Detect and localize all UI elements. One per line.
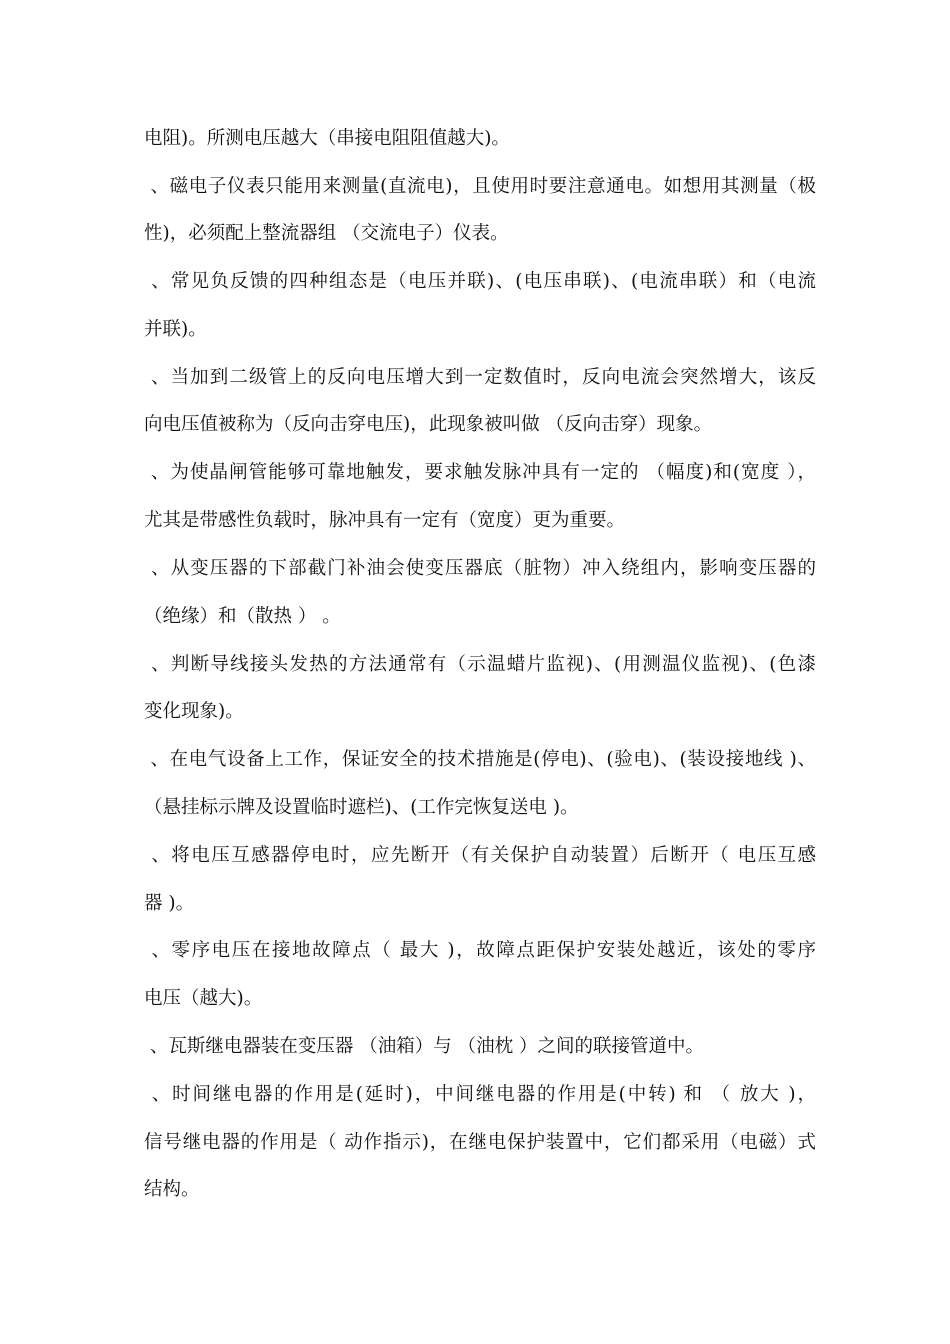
text-line: 信号继电器的作用是（ 动作指示)，在继电保护装置中，它们都采用（电磁）式: [144, 1132, 816, 1153]
text-line: 、将电压互感器停电时，应先断开（有关保护自动装置）后断开（ 电压互感: [144, 845, 816, 866]
text-line: 并联)。: [144, 319, 207, 340]
text-line: 、当加到二级管上的反向电压增大到一定数值时，反向电流会突然增大，该反: [144, 367, 816, 388]
text-line: 、时间继电器的作用是(延时)，中间继电器的作用是(中转) 和 （ 放大 )，: [144, 1084, 816, 1105]
text-line: 电阻)。所测电压越大（串接电阻阻值越大)。: [144, 128, 510, 149]
text-line: 器 )。: [144, 893, 195, 914]
text-line: 、为使晶闸管能够可靠地触发，要求触发脉冲具有一定的 （幅度)和(宽度 ），: [144, 462, 816, 483]
text-line: 、在电气设备上工作，保证安全的技术措施是(停电)、(验电)、(装设接地线 )、: [144, 749, 816, 770]
text-line: 、磁电子仪表只能用来测量(直流电)，且使用时要注意通电。如想用其测量（极: [144, 176, 816, 197]
text-line: 电压（越大)。: [144, 988, 263, 1009]
text-line: 向电压值被称为（反向击穿电压)，此现象被叫做 （反向击穿）现象。: [144, 414, 713, 435]
text-line: （绝缘）和（散热 ） 。: [144, 606, 341, 627]
text-line: 、从变压器的下部截门补油会使变压器底（脏物）冲入绕组内，影响变压器的: [144, 558, 816, 579]
text-line: 尤其是带感性负载时，脉冲具有一定有（宽度）更为重要。: [144, 510, 626, 531]
text-line: 、零序电压在接地故障点（ 最大 )，故障点距保护安装处越近，该处的零序: [144, 940, 816, 961]
text-line: （悬挂标示牌及设置临时遮栏)、(工作完恢复送电 )。: [144, 797, 579, 818]
text-line: 、瓦斯继电器装在变压器 （油箱）与 （油枕 ）之间的联接管道中。: [144, 1036, 705, 1057]
text-line: 结构。: [144, 1179, 200, 1200]
text-line: 、判断导线接头发热的方法通常有（示温蜡片监视)、(用测温仪监视)、(色漆: [144, 654, 816, 675]
text-line: 性)，必须配上整流器组 （交流电子）仪表。: [144, 223, 509, 244]
text-line: 、常见负反馈的四种组态是（电压并联)、(电压串联)、(电流串联）和（电流: [144, 271, 816, 292]
text-line: 变化现象)。: [144, 701, 244, 722]
